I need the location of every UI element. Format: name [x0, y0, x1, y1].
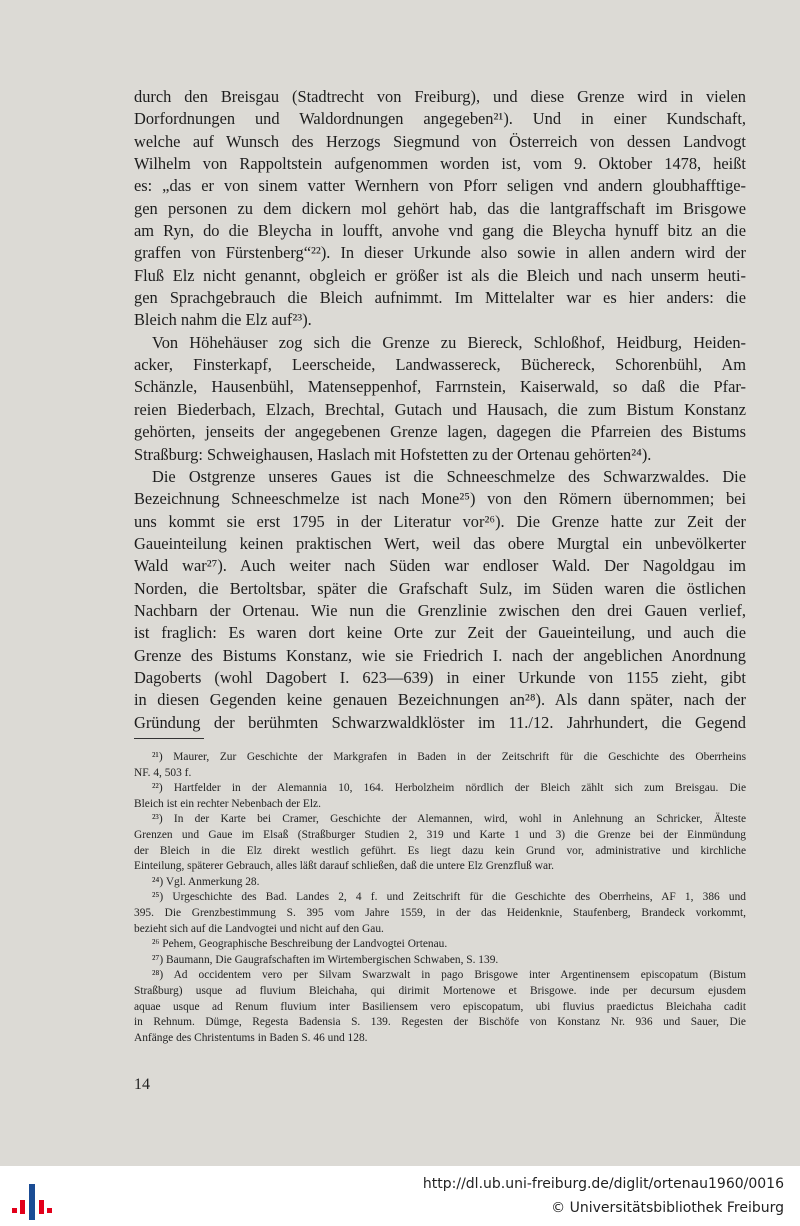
body-line: gehörten, jenseits der angegebenen Grenze lagen, dagegen die Pfarreien des Bistums — [134, 422, 746, 442]
footnote-line: ²³) In der Karte bei Cramer, Geschichte der Alemannen, wird, wohl in Anlehnung an Schricker, Älteste — [152, 813, 746, 826]
body-line: Die Ostgrenze unseres Gaues ist die Schneeschmelze des Schwarzwaldes. Die — [152, 466, 746, 486]
body-line: Straßburg: Schweighausen, Haslach mit Hofstetten zu der Ortenau gehörten²⁴). — [134, 444, 652, 464]
body-line: Dorfordnungen und Waldordnungen angegeben²¹). Und in einer Kundschaft, — [134, 109, 746, 129]
body-line: es: „das er von sinem vatter Wernhern von Pforr seligen vnd andern gloubhafftige- — [134, 176, 746, 196]
body-line: Fluß Elz nicht genannt, obgleich er größer ist als die Bleich und nach unserm heuti- — [134, 265, 746, 285]
body-line: Grenze des Bistums Konstanz, wie sie Friedrich I. nach der angeblichen Anordnung — [134, 645, 746, 665]
ub-freiburg-logo-icon[interactable] — [12, 1178, 52, 1222]
copyright-notice: © Universitätsbibliothek Freiburg — [551, 1200, 784, 1216]
footnote-line: ²⁶ Pehem, Geographische Beschreibung der Landvogtei Ortenau. — [152, 938, 448, 951]
footnote-line: Grenzen und Gaue im Elsaß (Straßburger Studien 2, 319 und Karte 1 und 3) die Grenze bei der Einmündung — [134, 828, 746, 841]
footnote-line: ²⁷) Baumann, Die Gaugrafschaften im Wirtembergischen Schwaben, S. 139. — [152, 953, 499, 966]
body-line: Wilhelm von Rappoltstein aufgenommen worden ist, vom 9. Oktober 1478, heißt — [134, 154, 746, 174]
body-line: am Ryn, do die Bleycha in loufft, anvohe vnd gang die Bleycha hynuff bitz an die — [134, 221, 746, 241]
body-line: Gaueinteilung keinen praktischen Wert, weil das obere Murgtal ein unbevölkerter — [134, 533, 746, 553]
footnote-line: ²⁵) Urgeschichte des Bad. Landes 2, 4 f. und Zeitschrift für die Geschichte des Oberrheins, AF 1, 386 und — [152, 891, 746, 904]
footnote-line: ²¹) Maurer, Zur Geschichte der Markgrafen in Baden in der Zeitschrift für die Geschichte des Oberrheins — [152, 751, 746, 763]
body-line: in diesen Gegenden keine genauen Bezeichnungen an²⁸). Als dann später, nach der — [134, 690, 746, 710]
footnote-line: ²⁸) Ad occidentem vero per Silvam Swarzwalt in pago Brisgowe inter Argentinensem episcopatum (Bistum — [152, 969, 746, 982]
footnote-line: 395. Die Grenzbestimmung S. 395 vom Jahre 1559, in der das Heidenknie, Staufenberg, Brandeck vorkommt, — [134, 906, 746, 919]
body-text — [134, 86, 746, 734]
body-line: ist fraglich: Es waren dort keine Orte zur Zeit der Gaueinteilung, und auch die — [134, 623, 746, 643]
footnote-line: der Bleich in die Elz direkt westlich geführt. Es liegt dazu kein Grund vor, administrative und kirchliche — [134, 844, 746, 857]
body-line: reien Biederbach, Elzach, Brechtal, Gutach und Hausach, die zum Bistum Konstanz — [134, 399, 746, 419]
footnote-line: Straßburg) usque ad fluvium Bleichaha, qui dirimit Mortenowe et Brisgowe. inde per decursum ejusdem — [134, 984, 746, 997]
permalink-url[interactable]: http://dl.ub.uni-freiburg.de/diglit/ortenau1960/0016 — [422, 1176, 784, 1192]
footnote-line: in Rehnum. Dümge, Regesta Badensia S. 139. Regesten der Bischöfe von Konstanz Nr. 936 und Sauer, Die — [134, 1016, 746, 1029]
footnote-line: aquae usque ad Renum fluvium inter Basiliensem vero episcopatum, ubi fluvius praedictus Bleichaha cadit — [134, 1000, 746, 1013]
body-line: durch den Breisgau (Stadtrecht von Freiburg), und diese Grenze wird in vielen — [134, 87, 746, 106]
footnote-line: bezieht sich auf die Landvogtei und nicht auf den Gau. — [134, 922, 384, 935]
body-line: Von Höhehäuser zog sich die Grenze zu Biereck, Schloßhof, Heidburg, Heiden- — [152, 332, 746, 352]
body-line: Bezeichnung Schneeschmelze ist nach Mone²⁵) von den Römern übernommen; bei — [134, 489, 746, 509]
body-line: Schänzle, Hausenbühl, Matenseppenhof, Farrnstein, Kaiserwald, so daß die Pfar- — [134, 377, 746, 397]
body-line: gen Sprachgebrauch die Bleich aufnimmt. Im Mittelalter war es hier anders: die — [134, 288, 746, 308]
body-line: Nachbarn der Ortenau. Wie nun die Grenzlinie zwischen den drei Gauen verlief, — [134, 600, 746, 620]
body-line: gen personen zu dem dickern mol gehört hab, das die lantgraffschaft im Brisgowe — [134, 198, 746, 218]
viewer-footer — [0, 1166, 800, 1226]
body-line: Bleich nahm die Elz auf²³). — [134, 310, 312, 330]
page-number: 14 — [134, 1076, 150, 1093]
body-line: Norden, die Bertoltsbar, später die Grafschaft Sulz, im Süden waren die östlichen — [134, 578, 746, 598]
body-line: welche auf Wunsch des Herzogs Siegmund von Österreich von dessen Landvogt — [134, 131, 746, 151]
body-line: acker, Finsterkapf, Leerscheide, Landwassereck, Büchereck, Schorenbühl, Am — [134, 355, 746, 375]
footnote-line: NF. 4, 503 f. — [134, 766, 192, 779]
footnote-line: ²⁴) Vgl. Anmerkung 28. — [152, 875, 260, 888]
body-line: Gründung der berühmten Schwarzwaldklöster im 11./12. Jahrhundert, die Gegend — [134, 712, 746, 732]
footnote-line: Bleich ist ein rechter Nebenbach der Elz. — [134, 797, 321, 810]
footnote-line: Einteilung, späterer Gebrauch, alles läßt darauf schließen, daß die untere Elz Grenzfluß war. — [134, 860, 555, 873]
footnote-rule — [134, 738, 204, 739]
footnotes — [134, 750, 746, 1046]
footnote-line: ²²) Hartfelder in der Alemannia 10, 164. Herbolzheim nördlich der Bleich zählt sich zum Breisgau. Die — [152, 782, 746, 795]
footnote-line: Anfänge des Christentums in Baden S. 46 und 128. — [134, 1031, 368, 1044]
body-line: Wald war²⁷). Auch weiter nach Süden war endloser Wald. Der Nagoldgau im — [134, 556, 746, 576]
body-line: Dagoberts (wohl Dagobert I. 623—639) in einer Urkunde von 1155 zieht, gibt — [134, 667, 746, 687]
body-line: uns kommt sie erst 1795 in der Literatur vor²⁶). Die Grenze hatte zur Zeit der — [134, 511, 746, 531]
body-line: graffen von Fürstenberg“²²). In dieser Urkunde also sowie in allen andern wird der — [134, 243, 746, 263]
